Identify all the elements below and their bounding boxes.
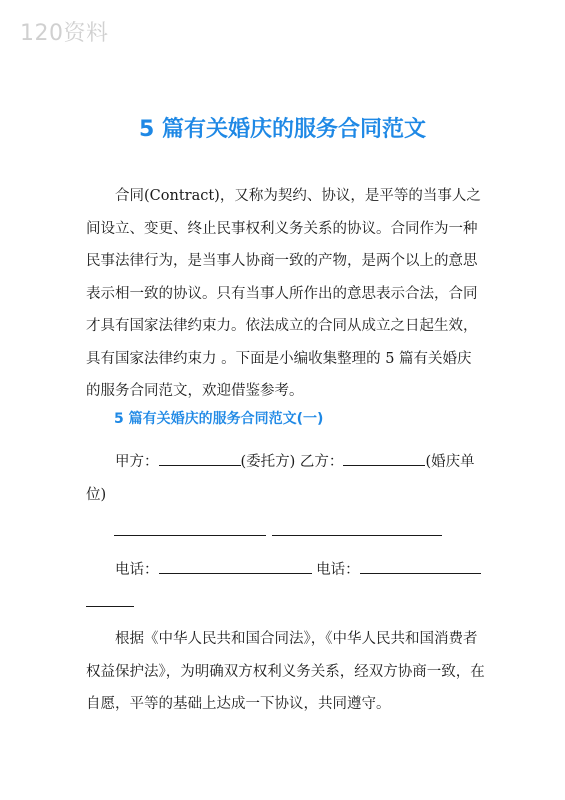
document-title: 5 篇有关婚庆的服务合同范文 — [139, 117, 426, 142]
phone-a-blank[interactable] — [159, 559, 312, 574]
phone-line — [86, 554, 486, 619]
signature-lines — [114, 520, 454, 536]
phone-b-blank[interactable] — [360, 559, 481, 574]
phone-b-label: 电话： — [311, 562, 360, 578]
party-b-role: (婚庆单位) — [86, 454, 475, 503]
phone-a-label: 电话： — [115, 562, 159, 578]
party-line — [86, 446, 486, 511]
party-a-label: 甲方： — [115, 454, 159, 470]
party-a-role: (委托方) — [240, 454, 296, 470]
party-a-blank[interactable] — [159, 451, 241, 466]
watermark: 120资料 — [20, 21, 109, 46]
party-b-blank[interactable] — [343, 451, 425, 466]
signature-blank-a[interactable] — [114, 535, 266, 536]
phone-b-blank-continued[interactable] — [86, 592, 134, 607]
signature-blank-b[interactable] — [272, 535, 442, 536]
intro-paragraph: 合同(Contract)，又称为契约、协议，是平等的当事人之间设立、变更、终止民事权利义务关系的协议。合同作为一种民事法律行为，是当事人协商一致的产物，是两个以上的意思表示相一致的协议。只有当事人所作出的意思表示合法，合同才具有国家法律约束力。依法成立的合同从成立之日起生效，具有国家法律约束力 。下面是小编收集整理的 5 篇有关婚庆的服务合同范文，欢迎借鉴参考。 — [86, 188, 481, 399]
party-b-label: 乙方： — [295, 454, 344, 470]
law-paragraph: 根据《中华人民共和国合同法》，《中华人民共和国消费者权益保护法》，为明确双方权利义务关系，经双方协商一致，在自愿，平等的基础上达成一下协议，共同遵守。 — [86, 631, 485, 712]
section-heading: 5 篇有关婚庆的服务合同范文(一) — [114, 411, 324, 427]
